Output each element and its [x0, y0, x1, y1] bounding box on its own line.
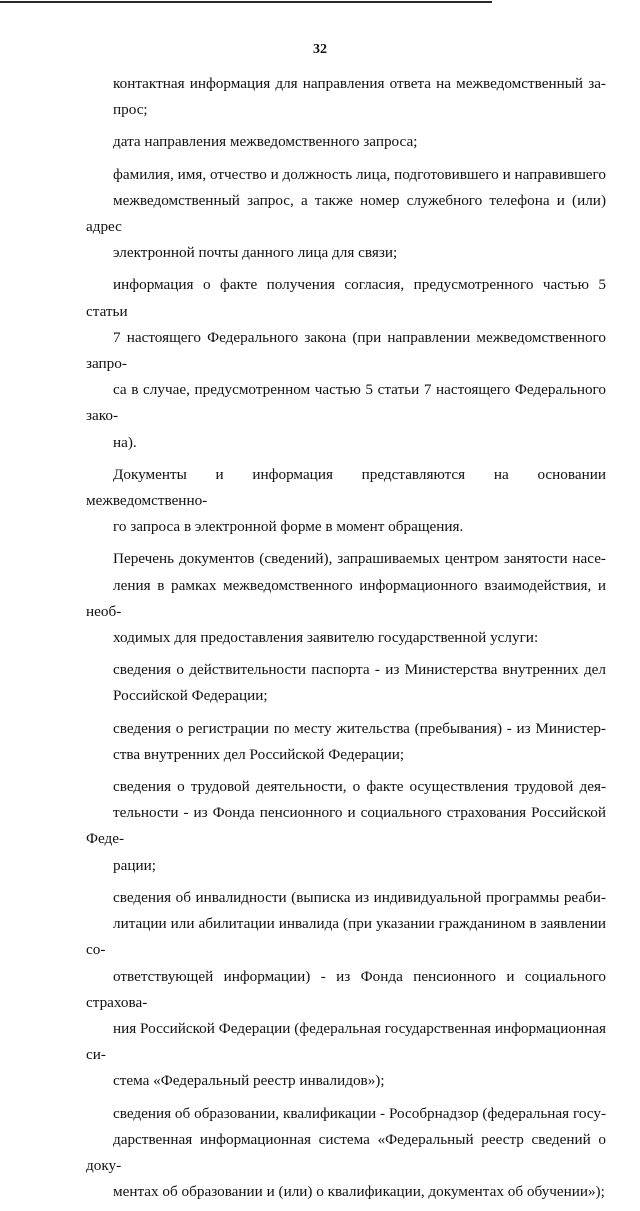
text-line: го запроса в электронной форме в момент обращения. — [113, 518, 464, 536]
paragraph — [86, 885, 606, 1095]
text-line: межведомственный запрос, а также номер служебного телефона и (или) адрес — [86, 191, 606, 236]
text-line: литации или абилитации инвалида (при указании гражданином в заявлении со- — [86, 915, 606, 959]
text-line: рации; — [113, 856, 156, 874]
paragraph — [86, 462, 606, 541]
paragraph — [86, 71, 606, 123]
paragraph — [86, 716, 606, 768]
text-line: прос; — [113, 101, 148, 119]
text-line: дата направления межведомственного запроса; — [113, 133, 418, 151]
text-line: ответствующей информации) - из Фонда пенсионного и социального страхова- — [86, 967, 606, 1011]
text-line: ментах об образовании и (или) о квалификации, документах об обучении»); — [113, 1183, 605, 1201]
text-line: стема «Федеральный реестр инвалидов»); — [113, 1072, 385, 1090]
text-line: 7 настоящего Федерального закона (при направлении межведомственного запро- — [86, 328, 606, 373]
text-line: ства внутренних дел Российской Федерации; — [113, 745, 405, 763]
paragraph — [86, 774, 606, 879]
text-line: Документы и информация представляются на основании межведомственно- — [86, 465, 606, 510]
text-line: ления в рамках межведомственного информационного взаимодействия, и необ- — [86, 576, 606, 620]
text-line: са в случае, предусмотренном частью 5 статьи 7 настоящего Федерального зако- — [86, 381, 606, 425]
page-number: 32 — [313, 42, 327, 57]
text-line: сведения о действительности паспорта - из Министерства внутренних дел — [113, 661, 606, 679]
text-line: ходимых для предоставления заявителю государственной услуги: — [113, 629, 539, 647]
text-line: дарственная информационная система «Федеральный реестр сведений о доку- — [86, 1130, 606, 1174]
text-line: тельности - из Фонда пенсионного и социального страхования Российской Феде- — [86, 804, 606, 848]
text-line: сведения об образовании, квалификации - Рособрнадзор (федеральная госу- — [113, 1104, 606, 1122]
paragraph — [86, 129, 606, 155]
text-line: контактная информация для направления ответа на межведомственный за- — [113, 75, 606, 92]
top-rule — [0, 1, 492, 3]
text-line: фамилия, имя, отчество и должность лица, подготовившего и направившего — [113, 165, 606, 183]
paragraph — [86, 657, 606, 709]
text-line: на). — [113, 433, 137, 451]
document-body — [86, 71, 606, 1211]
text-line: электронной почты данного лица для связи; — [113, 244, 398, 262]
paragraph — [86, 272, 606, 455]
text-line: ния Российской Федерации (федеральная государственная информационная си- — [86, 1019, 606, 1064]
text-line: информация о факте получения согласия, предусмотренного частью 5 статьи — [86, 276, 606, 320]
text-line: сведения о регистрации по месту жительства (пребывания) - из Министер- — [113, 719, 606, 737]
paragraph — [86, 162, 606, 267]
text-line: сведения об инвалидности (выписка из индивидуальной программы реаби- — [113, 888, 606, 906]
text-line: Российской Федерации; — [113, 687, 268, 705]
text-line: Перечень документов (сведений), запрашиваемых центром занятости насе- — [113, 550, 606, 568]
paragraph — [86, 1101, 606, 1206]
text-line: сведения о трудовой деятельности, о факте осуществления трудовой дея- — [113, 778, 606, 796]
paragraph — [86, 546, 606, 651]
